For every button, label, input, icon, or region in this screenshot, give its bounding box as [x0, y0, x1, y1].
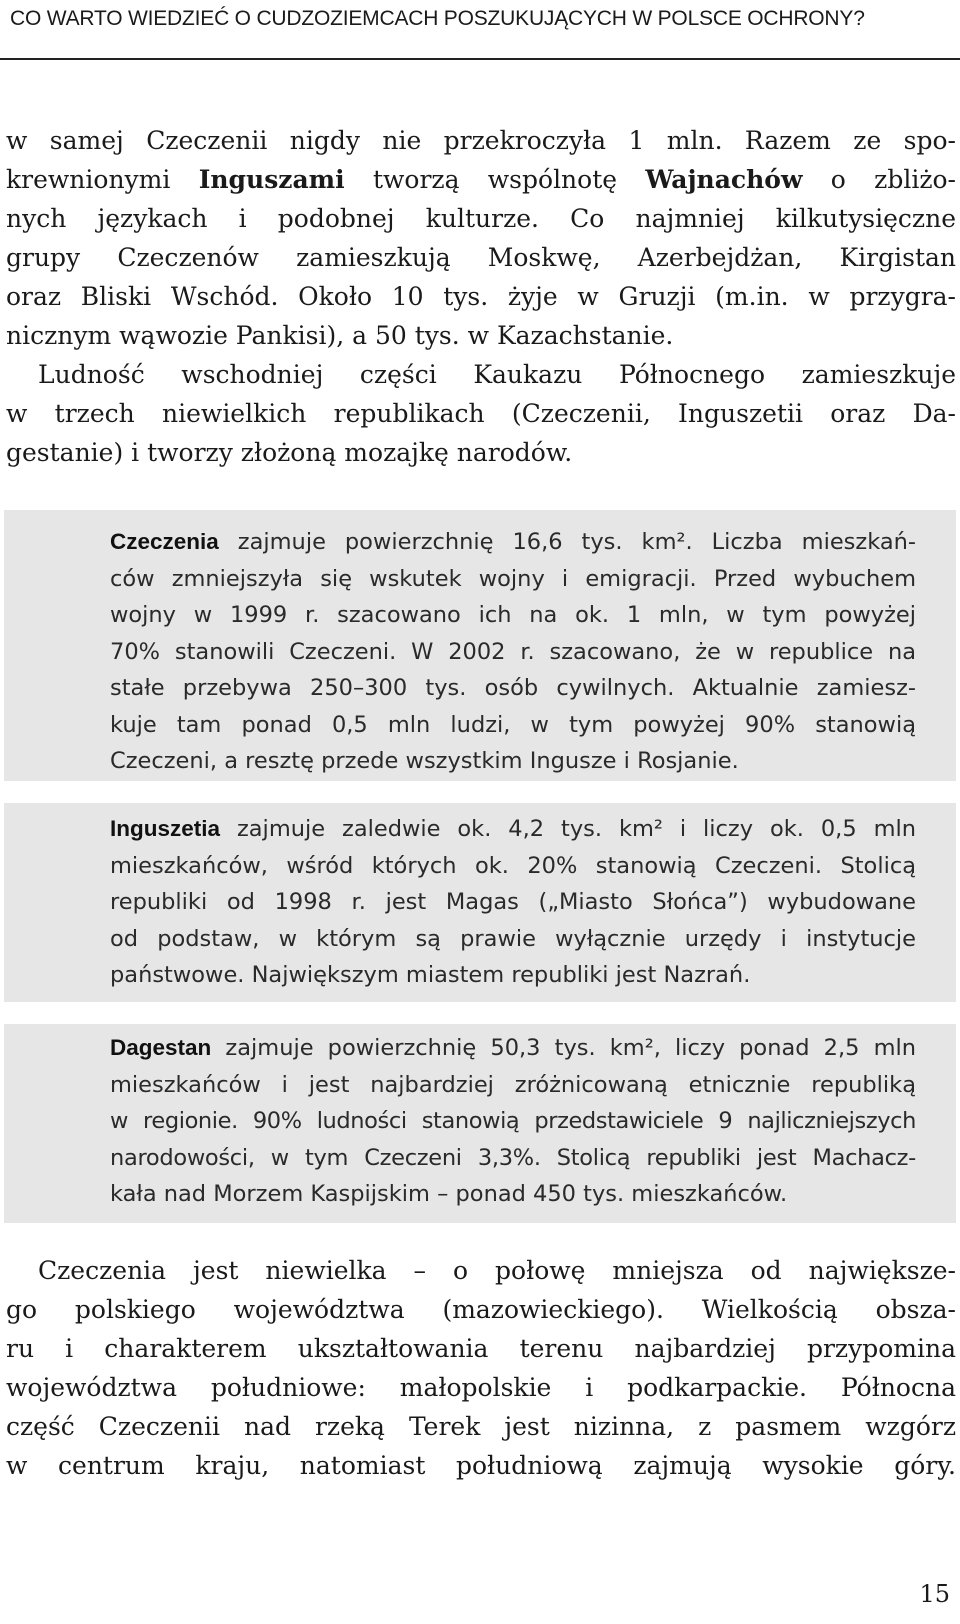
info-box-ingushetia — [4, 803, 956, 1002]
running-header — [0, 0, 960, 50]
box-term-dagestan: Dagestan — [110, 1035, 212, 1060]
closing-paragraph — [6, 1251, 956, 1485]
text-line: w centrum kraju, natomiast południową zajmują wysokie góry. — [6, 1451, 956, 1480]
info-box-dagestan — [4, 1024, 956, 1223]
text-line: krewnionymi Inguszami tworzą wspólnotę Wajnachów o zbliżo- — [6, 165, 957, 194]
page-number: 15 — [919, 1580, 950, 1608]
text-line: od podstaw, w którym są prawie wyłącznie urzędy i instytucje — [110, 925, 916, 952]
text-line: w samej Czeczenii nigdy nie przekroczyła 1 mln. Razem ze spo- — [6, 126, 956, 155]
text-line: nych językach i podobnej kulturze. Co najmniej kilkutysięczne — [6, 204, 956, 233]
text-line: nicznym wąwozie Pankisi), a 50 tys. w Kazachstanie. — [6, 321, 674, 350]
box-term-chechnya: Czeczenia — [110, 529, 219, 554]
text-line: ru i charakterem ukształtowania terenu najbardziej przypomina — [6, 1334, 956, 1363]
text-line: Dagestan zajmuje powierzchnię 50,3 tys. km², liczy ponad 2,5 mln — [110, 1035, 916, 1061]
text-line: wojny w 1999 r. szacowano ich na ok. 1 mln, w tym powyżej — [110, 602, 916, 628]
text-line: województwa południowe: małopolskie i podkarpackie. Północna — [6, 1373, 956, 1402]
text-line: mieszkańców, wśród których ok. 20% stanowią Czeczeni. Stolicą — [110, 852, 916, 879]
term-ingush: Inguszami — [198, 165, 345, 194]
text-line: ców zmniejszyła się wskutek wojny i emigracji. Przed wybuchem — [110, 565, 916, 592]
text-line: oraz Bliski Wschód. Około 10 tys. żyje w Gruzji (m.in. w przygra- — [6, 282, 956, 311]
info-box-chechnya — [4, 510, 956, 781]
header-divider — [0, 58, 960, 60]
text-line: w trzech niewielkich republikach (Czeczenii, Inguszetii oraz Da- — [6, 399, 956, 428]
text-line: narodowości, w tym Czeczeni 3,3%. Stolicą republiki jest Machacz- — [110, 1144, 916, 1171]
text-line: grupy Czeczenów zamieszkują Moskwę, Azerbejdżan, Kirgistan — [6, 243, 956, 272]
text-line: w regionie. 90% ludności stanowią przedstawiciele 9 najliczniejszych — [110, 1108, 916, 1134]
text-line: część Czeczenii nad rzeką Terek jest nizinna, z pasmem wzgórz — [6, 1412, 956, 1441]
intro-paragraph — [6, 121, 956, 472]
text-line: stałe przebywa 250–300 tys. osób cywilnych. Aktualnie zamiesz- — [110, 675, 916, 701]
text-line: kuje tam ponad 0,5 mln ludzi, w tym powyżej 90% stanowią — [110, 711, 916, 738]
text-line: Czeczeni, a resztę przede wszystkim Ingusze i Rosjanie. — [110, 748, 739, 774]
text-line: go polskiego województwa (mazowieckiego). Wielkością obsza- — [6, 1295, 956, 1324]
text-line: kała nad Morzem Kaspijskim – ponad 450 tys. mieszkańców. — [110, 1181, 788, 1207]
text-line: 70% stanowili Czeczeni. W 2002 r. szacowano, że w republice na — [110, 638, 916, 665]
term-vainakh: Wajnachów — [645, 165, 803, 194]
box-term-ingushetia: Inguszetia — [110, 816, 221, 841]
text-line: Czeczenia jest niewielka – o połowę mniejsza od największe- — [38, 1256, 956, 1285]
text-line: republiki od 1998 r. jest Magas („Miasto Słońca”) wybudowane — [110, 889, 916, 915]
text-line: państwowe. Największym miastem republiki jest Nazrań. — [110, 962, 751, 988]
text-line: Czeczenia zajmuje powierzchnię 16,6 tys. km². Liczba mieszkań- — [110, 529, 916, 555]
text-line: mieszkańców i jest najbardziej zróżnicowaną etnicznie republiką — [110, 1071, 916, 1098]
running-header-title: CO WARTO WIEDZIEĆ O CUDZOZIEMCACH POSZUKUJĄCYCH W POLSCE OCHRONY? — [10, 7, 865, 30]
text-line: Inguszetia zajmuje zaledwie ok. 4,2 tys. km² i liczy ok. 0,5 mln — [110, 816, 916, 842]
text-line: Ludność wschodniej części Kaukazu Północnego zamieszkuje — [38, 360, 956, 389]
text-line: gestanie) i tworzy złożoną mozajkę narodów. — [6, 438, 573, 467]
